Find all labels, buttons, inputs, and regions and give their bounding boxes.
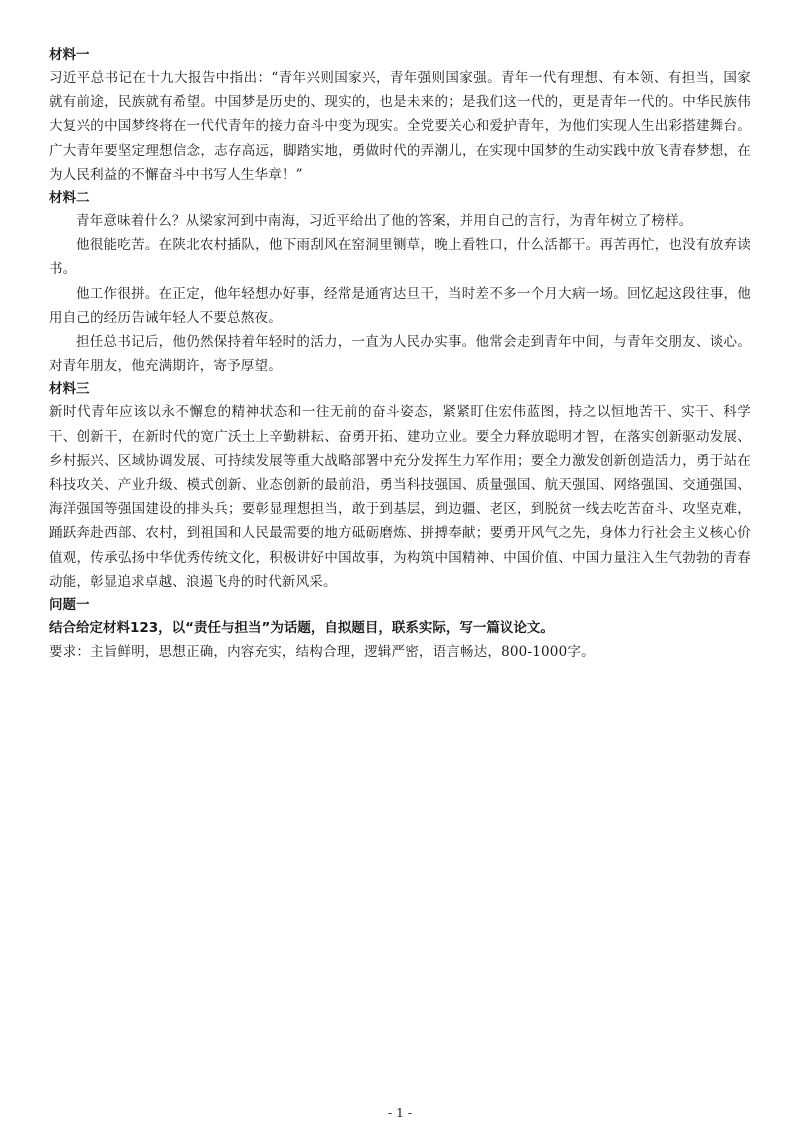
material-3-heading: 材料三 — [49, 381, 90, 398]
question-1-heading: 问题一 — [49, 597, 90, 614]
material-2-heading: 材料二 — [49, 190, 90, 207]
material-2-paragraph-1: 青年意味着什么？从梁家河到中南海，习近平给出了他的答案，并用自己的言行，为青年树立了榜样。 — [76, 213, 693, 230]
material-3-paragraph: 新时代青年应该以永不懈怠的精神状态和一往无前的奋斗姿态，紧紧盯住宏伟蓝图，持之以恒地苦干、实干、科学干、创新干，在新时代的宽广沃土上辛勤耕耘、奋勇开拓、建功立业。要全力释放聪明才智，在落实创新驱动发展、乡村振兴、区域协调发展、可持续发展等重大战略部署中充分发挥生力军作用；要全力激发创新创造活力，勇于站在科技攻关、产业升级、模式创新、业态创新的最前沿，勇当科技强国、质量强国、航天强国、网络强国、交通强国、海洋强国等强国建设的排头兵；要彰显理想担当，敢于到基层，到边疆、老区，到脱贫一线去吃苦奋斗、攻坚克难，踊跃奔赴西部、农村，到祖国和人民最需要的地方砥砺磨炼、拼搏奉献；要勇开风气之先，身体力行社会主义核心价值观，传承弘扬中华优秀传统文化，积极讲好中国故事，为构筑中国精神、中国价值、中国力量注入生气勃勃的青春动能，彰显追求卓越、浪遏飞舟的时代新风采。 — [49, 404, 751, 590]
material-2-paragraph-3: 他工作很拼。在正定，他年轻想办好事，经常是通宵达旦干，当时差不多一个月大病一场。回忆起这段往事，他用自己的经历告诫年轻人不要总熬夜。 — [49, 285, 751, 326]
page-number: - 1 - — [387, 1105, 413, 1120]
material-1-heading: 材料一 — [49, 47, 90, 63]
question-1-requirement: 要求：主旨鲜明，思想正确，内容充实，结构合理，逻辑严密，语言畅达，800-1000字。 — [49, 644, 595, 661]
material-1-paragraph: 习近平总书记在十九大报告中指出：“青年兴则国家兴，青年强则国家强。青年一代有理想、有本领、有担当，国家就有前途，民族就有希望。中国梦是历史的、现实的，也是未来的；是我们这一代的，更是青年一代的。中华民族伟大复兴的中国梦终将在一代代青年的接力奋斗中变为现实。全党要关心和爱护青年，为他们实现人生出彩搭建舞台。广大青年要坚定理想信念，志存高远，脚踏实地，勇做时代的弄潮儿，在实现中国梦的生动实践中放飞青春梦想，在为人民利益的不懈奋斗中书写人生华章！” — [49, 70, 751, 183]
question-1-prompt: 结合给定材料123，以“责任与担当”为话题，自拟题目，联系实际，写一篇议论文。 — [49, 620, 554, 637]
document-page — [49, 44, 751, 664]
material-2-paragraph-2: 他很能吃苦。在陕北农村插队，他下雨刮风在窑洞里铡草，晚上看牲口，什么活都干。再苦再忙，也没有放弃读书。 — [49, 237, 751, 278]
material-2-paragraph-4: 担任总书记后，他仍然保持着年轻时的活力，一直为人民办实事。他常会走到青年中间，与青年交朋友、谈心。对青年朋友，他充满期许，寄予厚望。 — [49, 334, 751, 375]
